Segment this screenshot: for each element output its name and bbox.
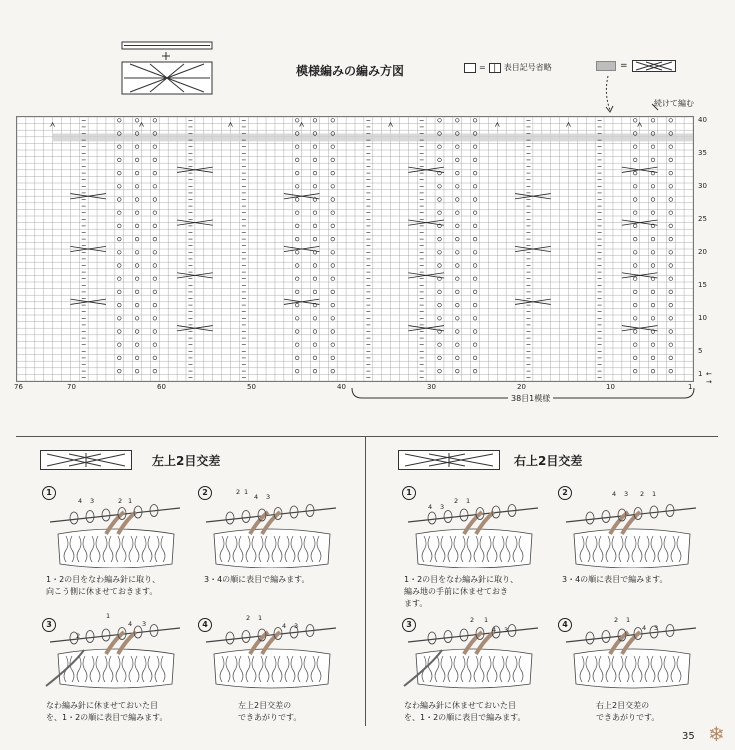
left-step-2-illustration [200,494,340,568]
left-step-4-number: 4 [198,618,212,632]
left-step-3-label-1: 1 [106,612,111,620]
left-step-4-label-3: 3 [294,622,299,630]
right-step-4-number: 4 [558,618,572,632]
row-arrow-right: → [706,378,712,386]
right-step-1-caption: 1・2の目をなわ編み針に取り、 編み地の手前に休ませておき ます。 [404,575,519,608]
cable-equivalence-icon [120,40,216,96]
right-step-1-label-2: 2 [454,497,459,505]
left-step-4-illustration [200,614,340,694]
left-step-4-caption: 左上2目交差の できあがりです。 [238,701,302,722]
left-cross-icon [41,451,131,469]
section-divider-v [365,436,366,726]
left-step-2-label-1: 1 [244,488,249,496]
continue-arrow-icon [600,74,660,114]
snowflake-icon: ❄ [708,722,725,746]
row-number-30: 30 [698,182,707,190]
right-step-1-label-3: 3 [440,503,445,511]
right-step-1-illustration [402,494,542,568]
cable-symbol-icon [632,60,676,72]
left-step-3-label-2: 2 [76,632,81,640]
left-step-3-illustration [44,614,184,694]
left-step-3-label-3: 3 [142,620,147,628]
right-cross-icon [399,451,499,469]
row-number-40: 40 [698,116,707,124]
left-step-1-label-1: 1 [128,497,133,505]
left-step-3-caption: なわ編み針に休ませておいた目 を、1・2の順に表目で編みます。 [46,701,168,722]
right-step-4-label-4: 4 [642,624,647,632]
left-step-4-label-4: 4 [282,622,287,630]
col-number-60: 60 [157,383,166,391]
right-step-2-label-1: 1 [652,490,657,498]
left-step-1-label-2: 2 [118,497,123,505]
continue-note: 続けて編む [654,99,694,108]
top-diagram-equivalence [120,40,216,96]
right-step-4-label-3: 3 [654,624,659,632]
right-step-3-label-3: 3 [504,626,509,634]
section-divider-h [16,436,718,437]
col-number-40: 40 [337,383,346,391]
right-step-2-number: 2 [558,486,572,500]
knitting-chart [16,116,694,382]
right-step-3-illustration [402,614,542,694]
right-step-1-label-4: 4 [428,503,433,511]
right-step-2-label-3: 3 [624,490,629,498]
chart-title: 模様編みの編み方図 [296,64,405,78]
right-step-1-number: 1 [402,486,416,500]
chart-grid [17,117,693,381]
left-step-2-label-4: 4 [254,493,259,501]
left-step-4-label-1: 1 [258,614,263,622]
right-cable-symbol [398,450,500,470]
right-step-3-label-1: 1 [484,616,489,624]
row-number-5: 5 [698,347,703,355]
row-number-10: 10 [698,314,707,322]
legend-cable-eq: = [620,61,628,71]
right-step-4-caption: 右上2目交差の できあがりです。 [596,701,660,722]
right-step-3-label-4: 4 [492,626,497,634]
row-number-25: 25 [698,215,707,223]
col-number-20: 20 [517,383,526,391]
row-number-15: 15 [698,281,707,289]
right-step-1-label-1: 1 [466,497,471,505]
left-step-2-label-3: 3 [266,493,271,501]
left-cable-symbol [40,450,132,470]
legend-empty-square [464,63,476,73]
right-step-2-label-2: 2 [640,490,645,498]
left-step-2-label-2: 2 [236,488,241,496]
right-section-title: 右上2目交差 [514,454,583,468]
col-number-30: 30 [427,383,436,391]
col-number-50: 50 [247,383,256,391]
legend-eq: = [479,63,486,72]
left-step-1-illustration [44,494,184,568]
right-step-4-label-2: 2 [614,616,619,624]
left-step-1-number: 1 [42,486,56,500]
repeat-label: 38目1模様 [508,393,553,404]
right-step-2-caption: 3・4の順に表目で編みます。 [562,575,668,584]
right-step-4-label-1: 1 [626,616,631,624]
right-step-2-illustration [560,494,700,568]
col-number-76: 76 [14,383,23,391]
right-step-3-caption: なわ編み針に休ませておいた目 を、1・2の順に表目で編みます。 [404,701,526,722]
right-step-3-label-2: 2 [470,616,475,624]
left-step-4-label-2: 2 [246,614,251,622]
legend-knit [464,62,552,73]
left-step-3-number: 3 [42,618,56,632]
legend-note: 表目記号省略 [503,63,552,72]
legend-cable [596,60,676,72]
right-step-3-number: 3 [402,618,416,632]
row-number-20: 20 [698,248,707,256]
col-number-10: 10 [606,383,615,391]
left-step-2-caption: 3・4の順に表目で編みます。 [204,575,310,584]
right-step-4-illustration [560,614,700,694]
col-number-1: 1 [688,383,693,391]
legend-gray-box [596,61,616,71]
left-step-2-number: 2 [198,486,212,500]
left-step-1-caption: 1・2の目をなわ編み針に取り、 向こう側に休ませておきます。 [46,575,161,596]
row-number-1: 1 [698,370,703,378]
left-step-3-label-4: 4 [128,620,133,628]
row-number-35: 35 [698,149,707,157]
col-number-70: 70 [67,383,76,391]
legend-knit-symbol: | [489,63,501,73]
row-arrow-left: ← [706,370,712,378]
page-number: 35 [682,731,695,742]
left-step-1-label-3: 3 [90,497,95,505]
left-step-1-label-4: 4 [78,497,83,505]
left-section-title: 左上2目交差 [152,454,221,468]
right-step-2-label-4: 4 [612,490,617,498]
